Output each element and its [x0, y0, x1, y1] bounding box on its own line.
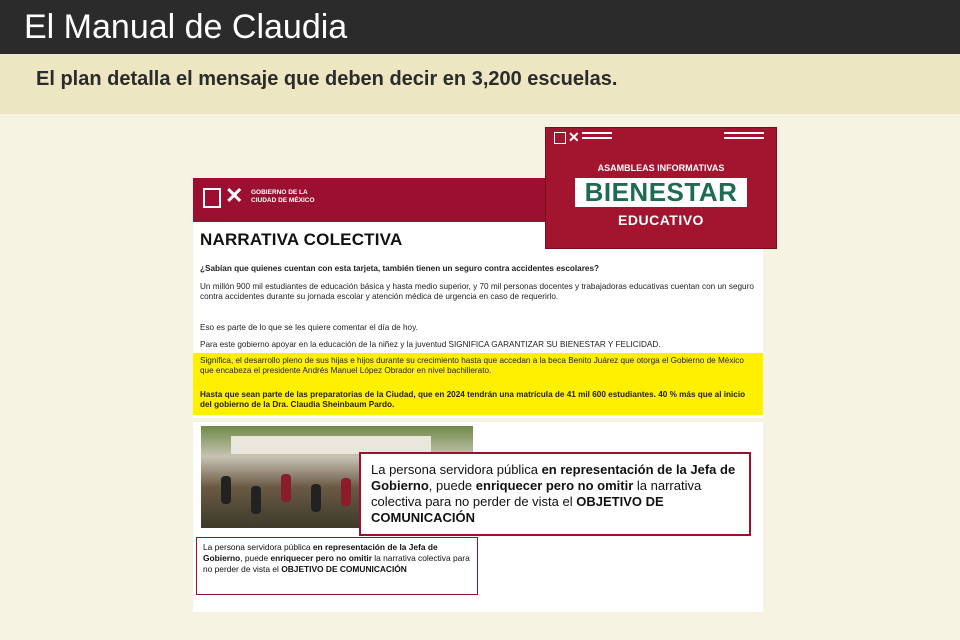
- card-line-3: EDUCATIVO: [618, 212, 704, 228]
- card-line-2: BIENESTAR: [575, 178, 747, 207]
- paragraph-3: Para este gobierno apoyar en la educación de la niñez y la juventud SIGNIFICA GARANTIZAR SU BIENESTAR Y FELICIDAD.: [200, 340, 661, 349]
- document-header: [193, 178, 545, 222]
- paragraph-5: Hasta que sean parte de las preparatorias de la Ciudad, que en 2024 tendrán una matrícula de 41 mil 600 estudiantes. 40 % más que al inicio del gobierno de la Dra. Claudia Sheinbaum Pardo.: [200, 390, 746, 409]
- callout-box-large: [359, 452, 751, 536]
- question-paragraph: ¿Sabían que quienes cuentan con esta tarjeta, también tienen un seguro contra accidentes escolares?: [200, 264, 600, 273]
- person: [341, 478, 351, 506]
- person: [311, 484, 321, 512]
- cdmx-shield-icon: [554, 132, 566, 144]
- person: [251, 486, 261, 514]
- subtitle-bar: [0, 54, 960, 114]
- secretaria-text-line: [724, 137, 764, 139]
- government-logo-text: GOBIERNO DE LA CIUDAD DE MÉXICO: [251, 189, 315, 204]
- document-title: NARRATIVA COLECTIVA: [200, 230, 403, 249]
- title-bar: [0, 0, 960, 54]
- page-subtitle: El plan detalla el mensaje que deben decir en 3,200 escuelas.: [36, 68, 618, 90]
- paragraph-4: Significa, el desarrollo pleno de sus hijas e hijos durante su crecimiento hasta que accedan a la beca Benito Juárez que otorga el Gobierno de México que encabeza el presidente Andrés Manuel López Obrador en nivel bachillerato.: [200, 356, 744, 375]
- logo-text-line: [582, 132, 612, 134]
- person: [221, 476, 231, 504]
- bienestar-card: [546, 128, 776, 248]
- paragraph-1: Un millón 900 mil estudiantes de educación básica y hasta medio superior, y 70 mil personas docentes y trabajadoras educativas cuentan con un seguro contra accidentes durante su jornada escolar y atención médica de urgencia en caso de requerirlo.: [200, 282, 754, 301]
- callout-box-small: [196, 537, 478, 595]
- logo-text-line: [582, 137, 612, 139]
- cdmx-shield-icon: [203, 188, 221, 208]
- callout-text-large: La persona servidora pública en representación de la Jefa de Gobierno, puede enriquecer pero no omitir la narrativa colectiva para no perder de vista el OBJETIVO DE COMUNICACIÓN: [371, 462, 736, 525]
- cdmx-logo-icon: ✕: [225, 183, 244, 208]
- cdmx-logo-icon: ✕: [568, 129, 580, 145]
- person: [281, 474, 291, 502]
- paragraph-2: Eso es parte de lo que se les quiere comentar el día de hoy.: [200, 323, 418, 332]
- secretaria-text-line: [724, 132, 764, 134]
- callout-text-small: La persona servidora pública en representación de la Jefa de Gobierno, puede enriquecer pero no omitir la narrativa colectiva para no perder de vista el OBJETIVO DE COMUNICACIÓN: [203, 542, 470, 574]
- card-line-1: ASAMBLEAS INFORMATIVAS: [597, 163, 725, 173]
- page-title: El Manual de Claudia: [24, 8, 348, 46]
